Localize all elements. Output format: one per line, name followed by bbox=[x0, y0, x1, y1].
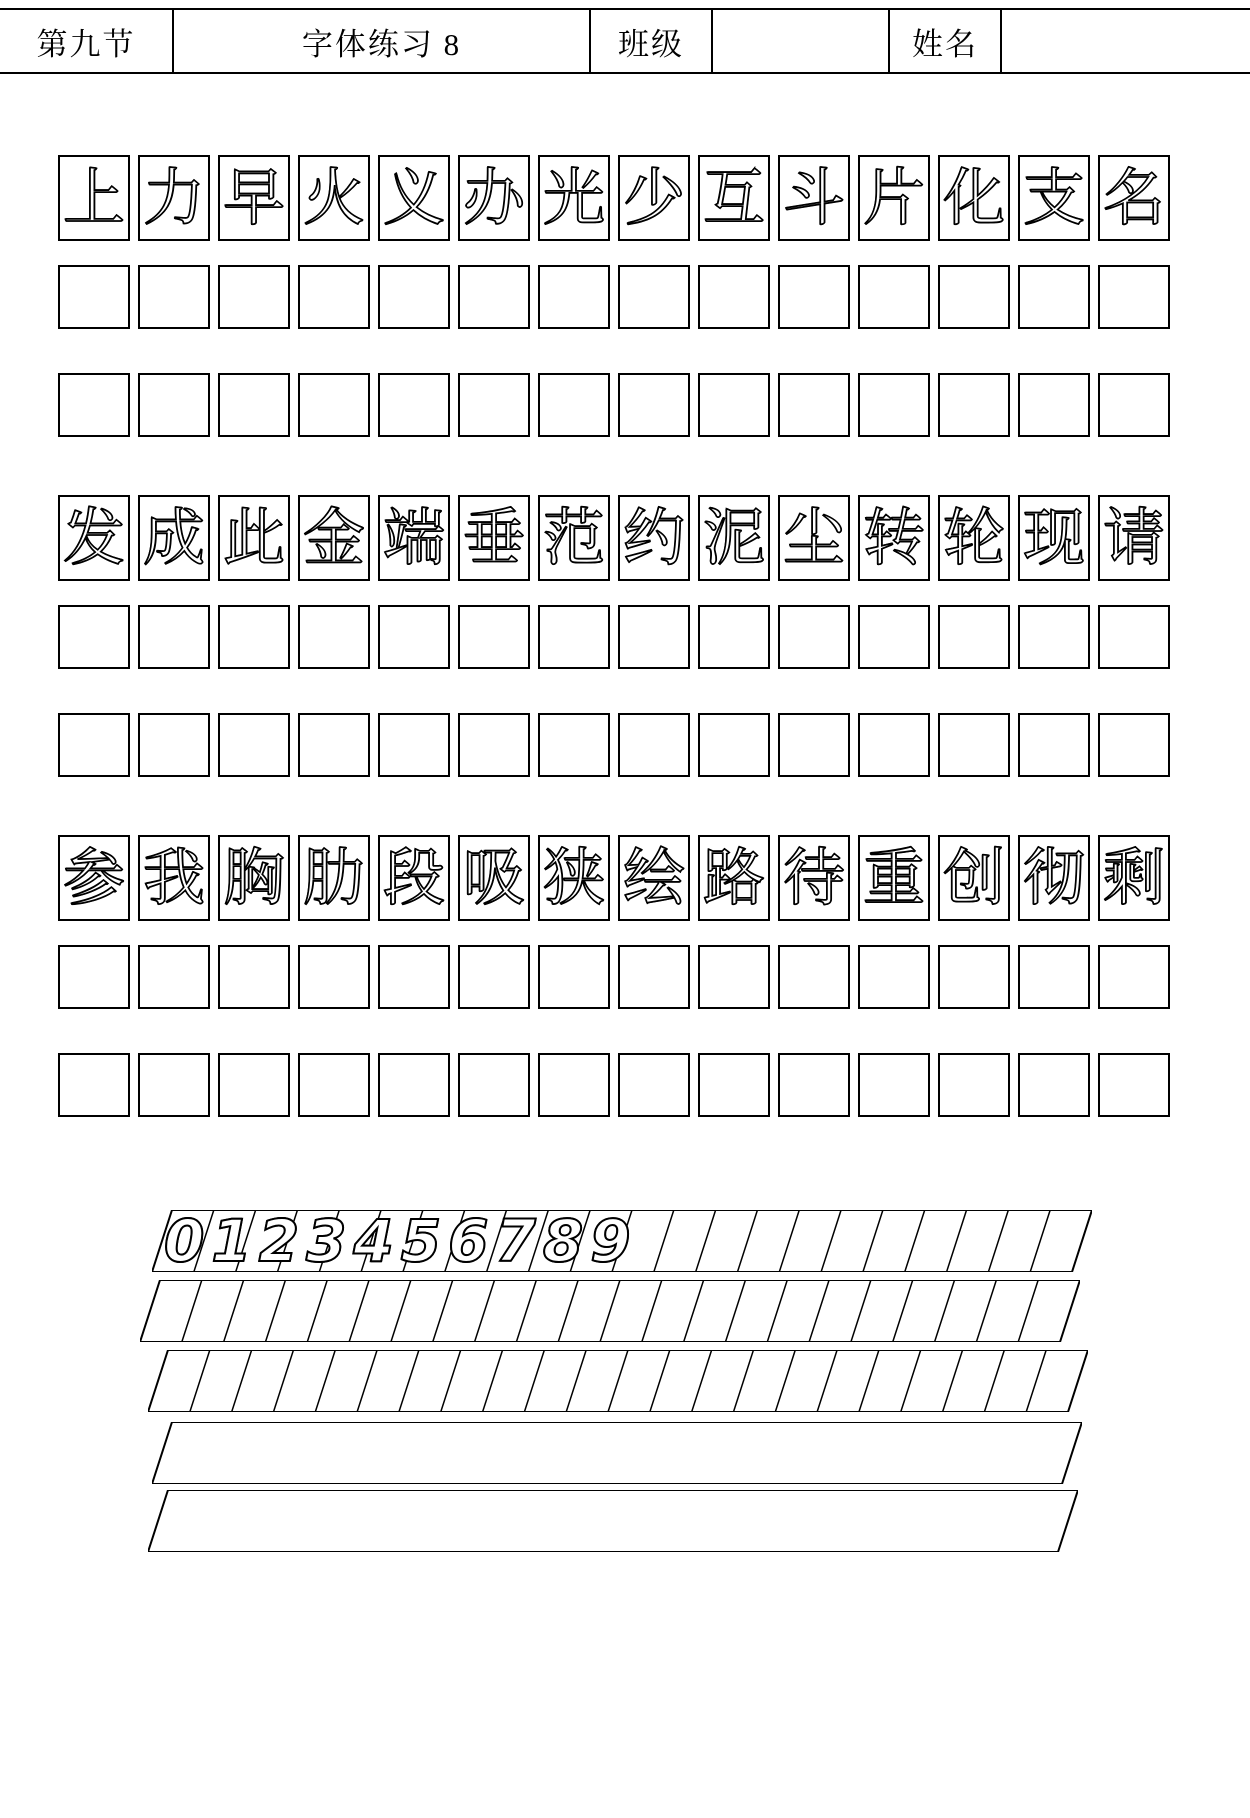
blank-practice-cell[interactable] bbox=[58, 265, 130, 329]
blank-practice-cell[interactable] bbox=[778, 373, 850, 437]
blank-practice-cell[interactable] bbox=[1018, 605, 1090, 669]
model-character-glyph: 此 bbox=[222, 501, 285, 574]
header-class-label-cell: 班级 bbox=[590, 9, 712, 73]
blank-practice-cell[interactable] bbox=[1098, 265, 1170, 329]
model-character-cell bbox=[378, 835, 450, 921]
blank-practice-cell[interactable] bbox=[378, 1053, 450, 1117]
blank-practice-cell[interactable] bbox=[778, 945, 850, 1009]
blank-practice-cell[interactable] bbox=[778, 713, 850, 777]
header-row bbox=[0, 9, 1250, 73]
blank-practice-cell[interactable] bbox=[538, 605, 610, 669]
blank-practice-cell[interactable] bbox=[618, 713, 690, 777]
blank-practice-cell[interactable] bbox=[458, 945, 530, 1009]
blank-practice-cell[interactable] bbox=[618, 945, 690, 1009]
blank-practice-cell[interactable] bbox=[938, 265, 1010, 329]
model-character-cell bbox=[778, 835, 850, 921]
slant-practice-row[interactable] bbox=[140, 1280, 1080, 1342]
blank-practice-cell[interactable] bbox=[378, 265, 450, 329]
model-character-cell bbox=[538, 495, 610, 581]
model-character-glyph: 办 bbox=[462, 161, 525, 234]
slant-practice-row[interactable] bbox=[148, 1350, 1088, 1412]
model-character-glyph: 发 bbox=[62, 501, 125, 574]
model-character-glyph: 胸 bbox=[222, 841, 285, 914]
blank-practice-cell[interactable] bbox=[1098, 605, 1170, 669]
blank-practice-cell[interactable] bbox=[1098, 713, 1170, 777]
blank-practice-cell[interactable] bbox=[1018, 373, 1090, 437]
model-character-glyph: 创 bbox=[942, 841, 1005, 914]
model-character-cell bbox=[1098, 495, 1170, 581]
blank-practice-cell[interactable] bbox=[138, 605, 210, 669]
blank-practice-cell[interactable] bbox=[138, 265, 210, 329]
blank-practice-cell[interactable] bbox=[458, 265, 530, 329]
blank-practice-cell[interactable] bbox=[1098, 373, 1170, 437]
model-character-glyph: 路 bbox=[702, 841, 765, 914]
model-character-cell bbox=[698, 835, 770, 921]
header-name-value-cell[interactable] bbox=[1001, 9, 1250, 73]
blank-practice-cell[interactable] bbox=[458, 713, 530, 777]
blank-practice-row[interactable] bbox=[58, 373, 1188, 437]
blank-practice-cell[interactable] bbox=[698, 373, 770, 437]
model-character-glyph: 火 bbox=[302, 161, 365, 234]
model-character-cell bbox=[778, 155, 850, 241]
blank-practice-cell[interactable] bbox=[138, 945, 210, 1009]
model-character-cell bbox=[218, 155, 290, 241]
blank-practice-cell[interactable] bbox=[778, 1053, 850, 1117]
blank-practice-cell[interactable] bbox=[298, 713, 370, 777]
blank-practice-cell[interactable] bbox=[538, 713, 610, 777]
model-character-glyph: 化 bbox=[942, 161, 1005, 234]
blank-practice-cell[interactable] bbox=[58, 605, 130, 669]
blank-practice-cell[interactable] bbox=[858, 265, 930, 329]
blank-practice-cell[interactable] bbox=[538, 265, 610, 329]
model-character-glyph: 泥 bbox=[702, 501, 765, 574]
model-character-cell bbox=[1098, 835, 1170, 921]
model-character-cell bbox=[1018, 835, 1090, 921]
model-character-cell bbox=[298, 835, 370, 921]
model-character-cell bbox=[58, 155, 130, 241]
blank-practice-cell[interactable] bbox=[218, 373, 290, 437]
model-character-cell bbox=[58, 495, 130, 581]
model-character-glyph: 我 bbox=[142, 841, 205, 914]
blank-practice-cell[interactable] bbox=[858, 945, 930, 1009]
model-character-cell bbox=[698, 495, 770, 581]
blank-practice-row[interactable] bbox=[58, 265, 1188, 329]
model-character-glyph: 段 bbox=[382, 841, 445, 914]
model-character-glyph: 互 bbox=[702, 161, 765, 234]
model-character-cell bbox=[938, 495, 1010, 581]
blank-practice-cell[interactable] bbox=[938, 1053, 1010, 1117]
model-character-glyph: 轮 bbox=[942, 501, 1005, 574]
model-character-cell bbox=[138, 495, 210, 581]
model-character-cell bbox=[458, 495, 530, 581]
blank-practice-cell[interactable] bbox=[778, 265, 850, 329]
blank-practice-cell[interactable] bbox=[218, 1053, 290, 1117]
blank-practice-cell[interactable] bbox=[378, 945, 450, 1009]
slant-practice-row[interactable] bbox=[152, 1207, 1092, 1275]
model-character-glyph: 范 bbox=[542, 501, 605, 574]
model-character-cell bbox=[938, 155, 1010, 241]
model-character-cell bbox=[538, 835, 610, 921]
model-character-glyph: 肋 bbox=[302, 841, 365, 914]
blank-practice-cell[interactable] bbox=[458, 605, 530, 669]
model-character-cell bbox=[858, 835, 930, 921]
blank-practice-cell[interactable] bbox=[378, 605, 450, 669]
model-character-glyph: 参 bbox=[62, 841, 125, 914]
model-character-cell bbox=[938, 835, 1010, 921]
blank-practice-cell[interactable] bbox=[698, 713, 770, 777]
blank-practice-cell[interactable] bbox=[298, 373, 370, 437]
blank-practice-cell[interactable] bbox=[378, 373, 450, 437]
blank-practice-cell[interactable] bbox=[858, 605, 930, 669]
blank-practice-cell[interactable] bbox=[618, 265, 690, 329]
model-character-glyph: 现 bbox=[1022, 501, 1085, 574]
model-character-glyph: 垂 bbox=[462, 501, 525, 574]
blank-practice-cell[interactable] bbox=[538, 945, 610, 1009]
blank-practice-cell[interactable] bbox=[378, 713, 450, 777]
model-character-cell bbox=[218, 835, 290, 921]
model-character-cell bbox=[58, 835, 130, 921]
model-character-glyph: 绘 bbox=[622, 841, 685, 914]
blank-practice-cell[interactable] bbox=[298, 945, 370, 1009]
model-character-cell bbox=[618, 155, 690, 241]
blank-practice-cell[interactable] bbox=[218, 713, 290, 777]
header-class-value-cell[interactable] bbox=[712, 9, 889, 73]
blank-practice-cell[interactable] bbox=[938, 945, 1010, 1009]
model-digits: 0123456789 bbox=[164, 1207, 638, 1275]
blank-practice-cell[interactable] bbox=[938, 713, 1010, 777]
blank-practice-cell[interactable] bbox=[458, 373, 530, 437]
blank-practice-cell[interactable] bbox=[1018, 713, 1090, 777]
blank-practice-cell[interactable] bbox=[298, 605, 370, 669]
blank-practice-cell[interactable] bbox=[938, 373, 1010, 437]
model-character-glyph: 待 bbox=[782, 841, 845, 914]
header-name-label-cell: 姓名 bbox=[889, 9, 1001, 73]
practice-block bbox=[58, 155, 1188, 241]
model-character-glyph: 彻 bbox=[1022, 841, 1085, 914]
model-character-cell bbox=[298, 495, 370, 581]
blank-practice-cell[interactable] bbox=[298, 265, 370, 329]
model-character-cell bbox=[218, 495, 290, 581]
blank-practice-cell[interactable] bbox=[218, 265, 290, 329]
model-character-row bbox=[58, 835, 1188, 921]
number-practice-area bbox=[0, 1190, 1250, 1590]
model-character-cell bbox=[1018, 495, 1090, 581]
blank-practice-cell[interactable] bbox=[1098, 945, 1170, 1009]
model-character-glyph: 成 bbox=[142, 501, 205, 574]
model-character-glyph: 片 bbox=[862, 161, 925, 234]
model-character-cell bbox=[378, 155, 450, 241]
model-character-glyph: 少 bbox=[622, 161, 685, 234]
blank-practice-cell[interactable] bbox=[298, 1053, 370, 1117]
blank-practice-cell[interactable] bbox=[1018, 1053, 1090, 1117]
model-character-cell bbox=[698, 155, 770, 241]
model-character-cell bbox=[1018, 155, 1090, 241]
model-character-glyph: 上 bbox=[62, 161, 125, 234]
blank-practice-cell[interactable] bbox=[858, 1053, 930, 1117]
model-character-cell bbox=[1098, 155, 1170, 241]
blank-practice-row[interactable] bbox=[58, 945, 1188, 1009]
blank-practice-cell[interactable] bbox=[858, 713, 930, 777]
blank-practice-cell[interactable] bbox=[1018, 945, 1090, 1009]
blank-practice-cell[interactable] bbox=[58, 713, 130, 777]
slant-practice-row[interactable] bbox=[148, 1490, 1078, 1552]
model-character-glyph: 重 bbox=[862, 841, 925, 914]
practice-block bbox=[58, 495, 1188, 581]
blank-practice-cell[interactable] bbox=[778, 605, 850, 669]
model-character-glyph: 力 bbox=[142, 161, 205, 234]
header-title-cell: 字体练习 8 bbox=[173, 9, 590, 73]
model-character-cell bbox=[138, 835, 210, 921]
model-character-cell bbox=[138, 155, 210, 241]
model-character-glyph: 早 bbox=[222, 161, 285, 234]
model-character-cell bbox=[858, 495, 930, 581]
model-character-glyph: 转 bbox=[862, 501, 925, 574]
model-character-glyph: 狭 bbox=[542, 841, 605, 914]
blank-practice-cell[interactable] bbox=[698, 605, 770, 669]
model-character-cell bbox=[618, 835, 690, 921]
model-character-glyph: 约 bbox=[622, 501, 685, 574]
blank-practice-cell[interactable] bbox=[698, 1053, 770, 1117]
model-character-glyph: 支 bbox=[1022, 161, 1085, 234]
blank-practice-cell[interactable] bbox=[938, 605, 1010, 669]
blank-practice-cell[interactable] bbox=[538, 1053, 610, 1117]
model-character-glyph: 端 bbox=[382, 501, 445, 574]
model-character-glyph: 光 bbox=[542, 161, 605, 234]
model-character-glyph: 请 bbox=[1102, 501, 1165, 574]
blank-practice-cell[interactable] bbox=[618, 1053, 690, 1117]
blank-practice-cell[interactable] bbox=[1018, 265, 1090, 329]
practice-block bbox=[58, 835, 1188, 921]
header-section-cell: 第九节 bbox=[0, 9, 173, 73]
model-character-cell bbox=[538, 155, 610, 241]
blank-practice-cell[interactable] bbox=[538, 373, 610, 437]
model-character-glyph: 金 bbox=[302, 501, 365, 574]
model-character-cell bbox=[378, 495, 450, 581]
model-character-row bbox=[58, 155, 1188, 241]
model-character-cell bbox=[858, 155, 930, 241]
blank-practice-cell[interactable] bbox=[618, 373, 690, 437]
model-character-glyph: 斗 bbox=[782, 161, 845, 234]
blank-practice-cell[interactable] bbox=[698, 265, 770, 329]
model-character-cell bbox=[618, 495, 690, 581]
blank-practice-cell[interactable] bbox=[698, 945, 770, 1009]
blank-practice-cell[interactable] bbox=[1098, 1053, 1170, 1117]
blank-practice-cell[interactable] bbox=[618, 605, 690, 669]
model-character-cell bbox=[778, 495, 850, 581]
model-character-cell bbox=[458, 835, 530, 921]
blank-practice-cell[interactable] bbox=[218, 945, 290, 1009]
blank-practice-row[interactable] bbox=[58, 605, 1188, 669]
blank-practice-row[interactable] bbox=[58, 1053, 1188, 1117]
model-character-glyph: 义 bbox=[382, 161, 445, 234]
blank-practice-cell[interactable] bbox=[858, 373, 930, 437]
model-character-cell bbox=[298, 155, 370, 241]
model-character-row bbox=[58, 495, 1188, 581]
model-character-glyph: 剩 bbox=[1102, 841, 1165, 914]
blank-practice-cell[interactable] bbox=[138, 1053, 210, 1117]
model-character-glyph: 尘 bbox=[782, 501, 845, 574]
blank-practice-row[interactable] bbox=[58, 713, 1188, 777]
blank-practice-cell[interactable] bbox=[218, 605, 290, 669]
model-character-glyph: 吸 bbox=[462, 841, 525, 914]
blank-practice-cell[interactable] bbox=[58, 373, 130, 437]
blank-practice-cell[interactable] bbox=[458, 1053, 530, 1117]
model-character-glyph: 名 bbox=[1102, 161, 1165, 234]
header-table bbox=[0, 8, 1250, 74]
blank-practice-cell[interactable] bbox=[58, 945, 130, 1009]
blank-practice-cell[interactable] bbox=[138, 373, 210, 437]
blank-practice-cell[interactable] bbox=[58, 1053, 130, 1117]
slant-practice-row[interactable] bbox=[152, 1422, 1082, 1484]
model-character-cell bbox=[458, 155, 530, 241]
blank-practice-cell[interactable] bbox=[138, 713, 210, 777]
